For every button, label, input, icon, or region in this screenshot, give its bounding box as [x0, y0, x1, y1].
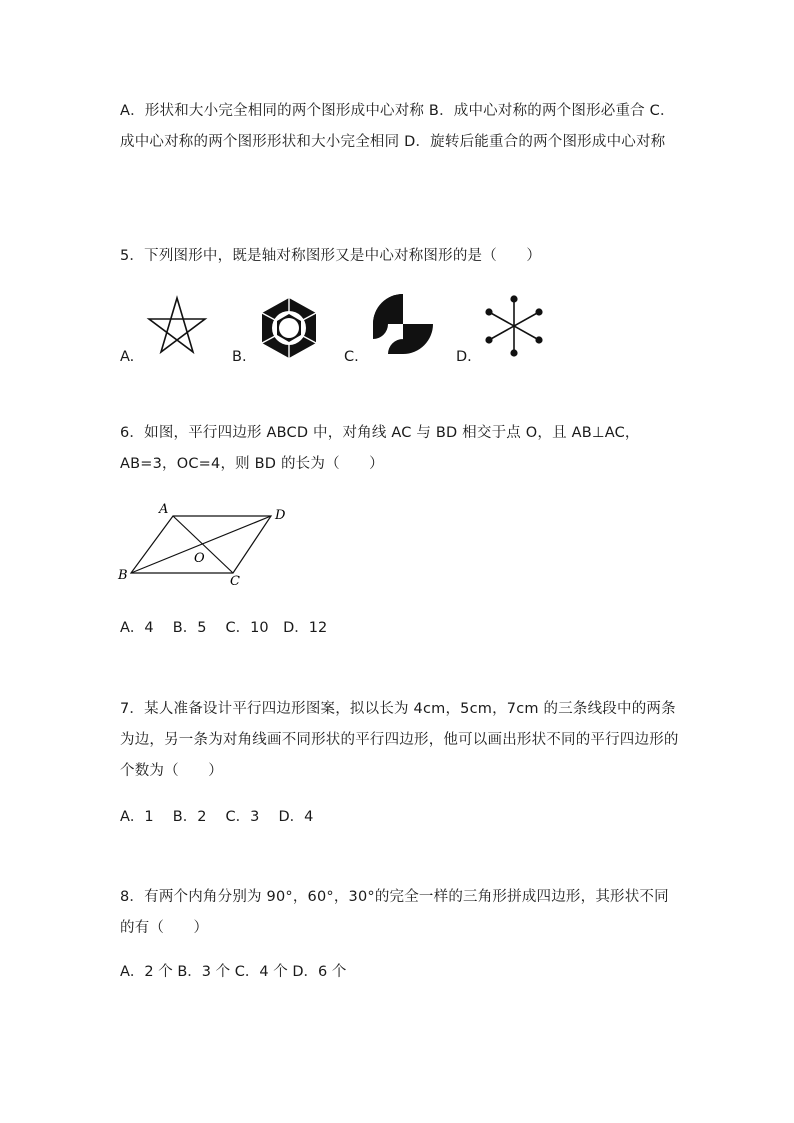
q6-stem: 6．如图，平行四边形 ABCD 中，对角线 AC 与 BD 相交于点 O，且 AB⊥AC，AB=3，OC=4，则 BD 的长为（ ） — [120, 425, 640, 472]
vertex-a-label: A — [159, 502, 169, 517]
six-spoke-star-icon — [484, 294, 544, 358]
five-point-star-icon — [146, 296, 208, 356]
vertex-c-label: C — [230, 574, 240, 589]
vertex-b-label: B — [118, 568, 128, 583]
q8-stem: 8．有两个内角分别为 90°，60°，30°的完全一样的三角形拼成四边形，其形状不同的有（ ） — [120, 889, 669, 936]
parallelogram-figure — [115, 500, 295, 592]
vertex-d-label: D — [275, 508, 286, 523]
hexagon-with-inner-circle-icon — [260, 297, 318, 359]
pinwheel-icon — [372, 291, 434, 357]
q5-stem: 5．下列图形中，既是轴对称图形又是中心对称图形的是（ ） — [120, 248, 542, 264]
q8-options: A．2 个 B．3 个 C．4 个 D．6 个 — [120, 964, 347, 980]
center-o-label: O — [194, 551, 205, 566]
q5-option-a-label: A. — [120, 349, 135, 365]
q4-options: A．形状和大小完全相同的两个图形成中心对称 B．成中心对称的两个图形必重合 C．成中心对称的两个图形形状和大小完全相同 D．旋转后能重合的两个图形成中心对称 — [120, 103, 675, 150]
q7-options: A．1 B．2 C．3 D．4 — [120, 809, 314, 825]
q5-option-d-label: D. — [456, 349, 472, 365]
q6-options: A．4 B．5 C．10 D．12 — [120, 620, 328, 636]
q5-option-b-label: B. — [232, 349, 247, 365]
q7-stem: 7．某人准备设计平行四边形图案，拟以长为 4cm，5cm，7cm 的三条线段中的两条为边，另一条为对角线画不同形状的平行四边形，他可以画出形状不同的平行四边形的个数为（ ） — [120, 701, 679, 779]
q5-option-c-label: C. — [344, 349, 359, 365]
